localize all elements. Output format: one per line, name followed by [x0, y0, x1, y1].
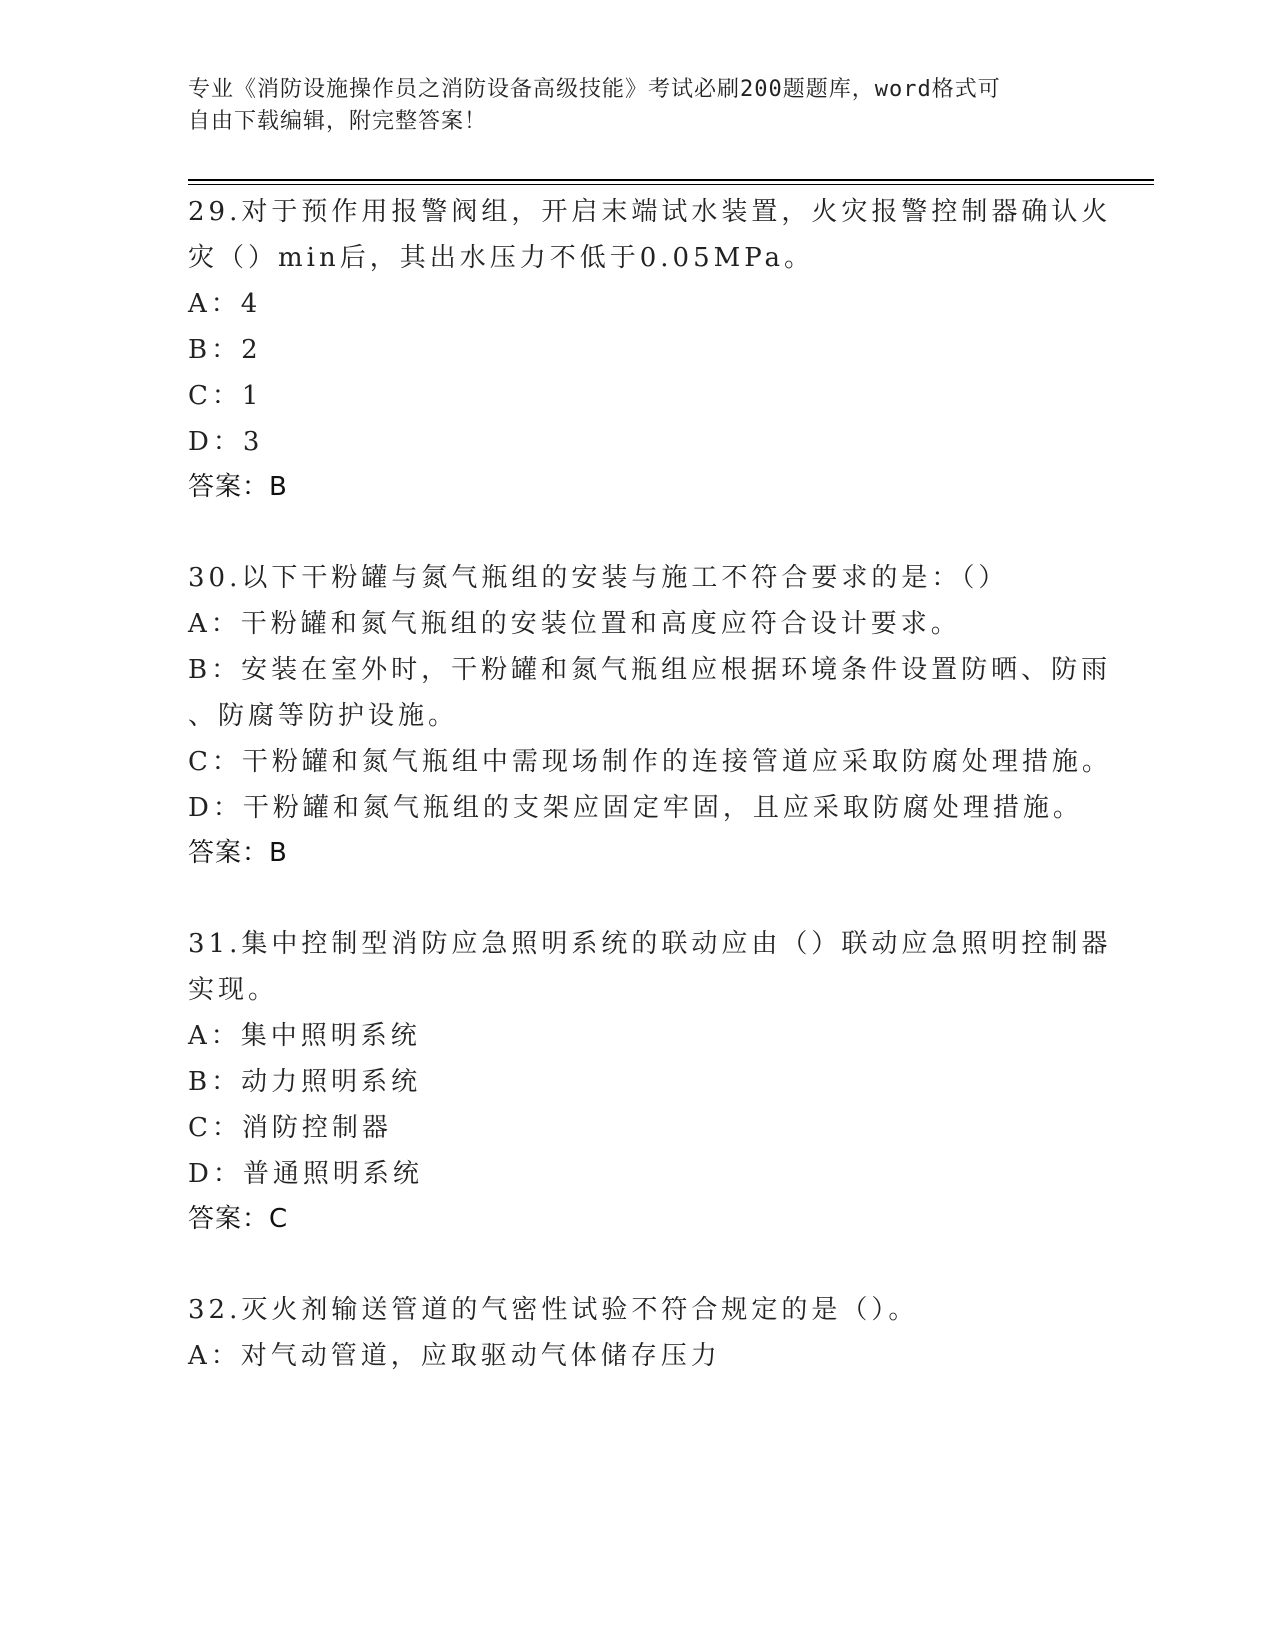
header-divider-thick: [188, 179, 1154, 181]
header-divider-thin: [188, 184, 1154, 185]
option-d: D：干粉罐和氮气瓶组的支架应固定牢固，且应采取防腐处理措施。: [188, 793, 1083, 823]
question-text-line: 30.以下干粉罐与氮气瓶组的安装与施工不符合要求的是：（）: [188, 563, 1009, 593]
question-32: [188, 1287, 1088, 1379]
question-text-line: 31.集中控制型消防应急照明系统的联动应由（）联动应急照明控制器: [188, 929, 1112, 959]
option-b: B：安装在室外时，干粉罐和氮气瓶组应根据环境条件设置防晒、防雨: [188, 655, 1112, 685]
question-text-line: 32.灭火剂输送管道的气密性试验不符合规定的是（）。: [188, 1295, 919, 1325]
question-text-line: 实现。: [188, 975, 279, 1005]
header-line-2: 自由下载编辑，附完整答案！: [188, 109, 488, 134]
question-list: [188, 189, 1112, 1425]
option-d: D：普通照明系统: [188, 1159, 423, 1189]
answer-label: 答案：B: [188, 838, 288, 868]
option-a: A：对气动管道，应取驱动气体储存压力: [188, 1341, 721, 1371]
option-d: D：3: [188, 427, 264, 457]
option-b: B：2: [188, 335, 262, 365]
question-text-line: 29.对于预作用报警阀组，开启末端试水装置，火灾报警控制器确认火: [188, 197, 1112, 227]
option-c: C：干粉罐和氮气瓶组中需现场制作的连接管道应采取防腐处理措施。: [188, 747, 1112, 777]
option-c: C：1: [188, 381, 263, 411]
question-31: [188, 921, 1112, 1241]
option-a: A：集中照明系统: [188, 1021, 421, 1051]
answer-label: 答案：C: [188, 1204, 289, 1234]
option-a: A：4: [188, 289, 262, 319]
option-b: B：动力照明系统: [188, 1067, 422, 1097]
question-text-line: 灾（）min后，其出水压力不低于0.05MPa。: [188, 243, 815, 273]
document-header: [188, 74, 1088, 138]
option-c: C：消防控制器: [188, 1113, 392, 1143]
option-a: A：干粉罐和氮气瓶组的安装位置和高度应符合设计要求。: [188, 609, 961, 639]
answer-label: 答案：B: [188, 472, 288, 502]
question-29: [188, 189, 1112, 509]
question-30: [188, 555, 1112, 875]
header-line-1: 专业《消防设施操作员之消防设备高级技能》考试必刷200题题库，word格式可: [188, 77, 1001, 102]
option-b-continued: 、防腐等防护设施。: [188, 701, 459, 731]
